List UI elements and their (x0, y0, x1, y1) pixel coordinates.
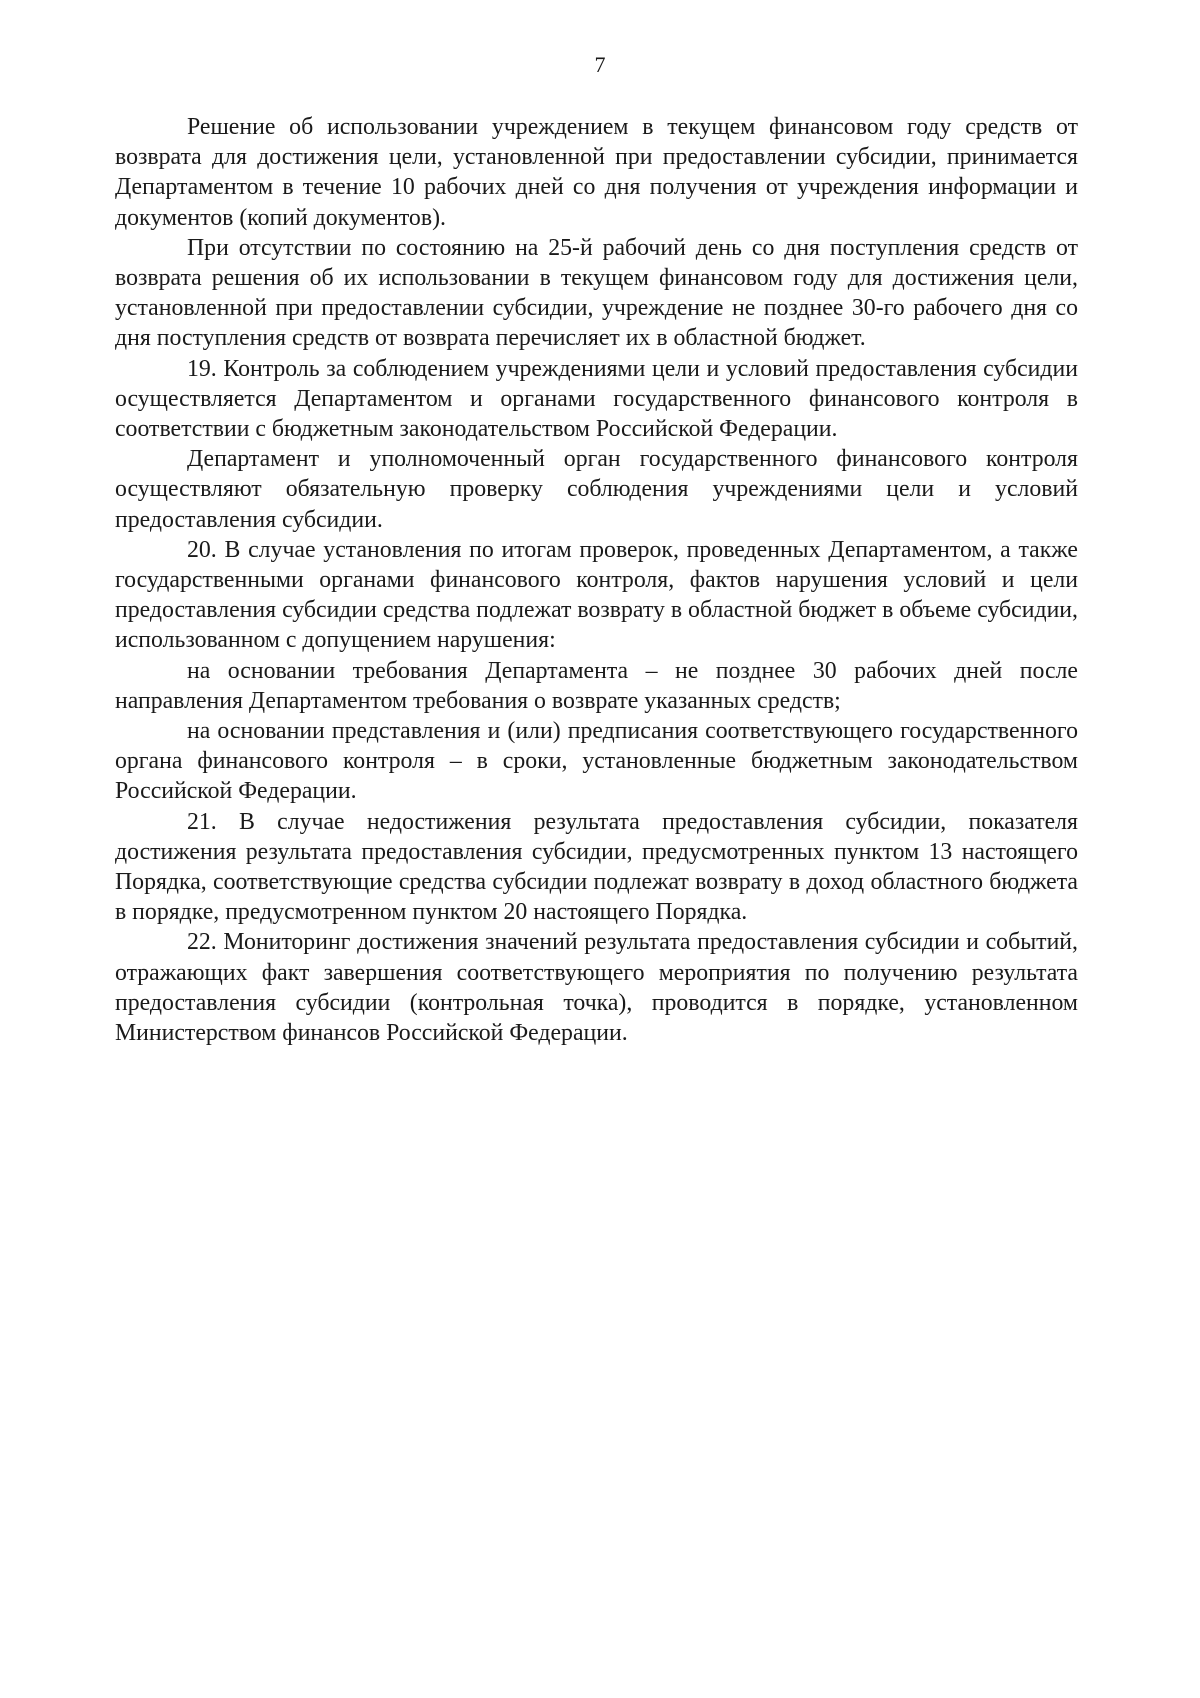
paragraph-department-requirement: на основании требования Департамента – не позднее 30 рабочих дней после направления Департаментом требования о возврате указанных средств; (115, 657, 1078, 714)
page-number: 7 (594, 52, 606, 77)
paragraph-item-21: 21. В случае недостижения результата предоставления субсидии, показателя достижения результата предоставления субсидии, предусмотренных пунктом 13 настоящего Порядка, соответствующие средства субсидии подлежат возврату в доход областного бюджета в порядке, предусмотренном пунктом 20 настоящего Порядка. (115, 808, 1078, 926)
paragraph-control-body-order: на основании представления и (или) предписания соответствующего государственного органа финансового контроля – в сроки, установленные бюджетным законодательством Российской Федерации. (115, 718, 1078, 805)
paragraph-item-19: 19. Контроль за соблюдением учреждениями цели и условий предоставления субсидии осуществляется Департаментом и органами государственного финансового контроля в соответствии с бюджетным законодательством Российской Федерации. (115, 355, 1078, 443)
paragraph-item-22: 22. Мониторинг достижения значений результата предоставления субсидии и событий, отражающих факт завершения соответствующего мероприятия по получению результата предоставления субсидии (контрольная точка), проводится в порядке, установленном Министерством финансов Российской Федерации. (115, 929, 1078, 1047)
paragraph-mandatory-check: Департамент и уполномоченный орган государственного финансового контроля осуществляют обязательную проверку соблюдения учреждениями цели и условий предоставления субсидии. (115, 446, 1078, 533)
paragraph-return-decision: Решение об использовании учреждением в текущем финансовом году средств от возврата для достижения цели, установленной при предоставлении субсидии, принимается Департаментом в течение 10 рабочих дней со дня получения от учреждения информации и документов (копий документов). (115, 114, 1078, 231)
document-body (115, 112, 1078, 1048)
paragraph-return-to-budget: При отсутствии по состоянию на 25-й рабочий день со дня поступления средств от возврата решения об их использовании в текущем финансовом году для достижения цели, установленной при предоставлении субсидии, учреждение не позднее 30-го рабочего дня со дня поступления средств от возврата перечисляет их в областной бюджет. (115, 234, 1078, 352)
paragraph-item-20: 20. В случае установления по итогам проверок, проведенных Департаментом, а также государственными органами финансового контроля, фактов нарушения условий и цели предоставления субсидии средства подлежат возврату в областной бюджет в объеме субсидии, использованном с допущением нарушения: (115, 536, 1078, 654)
